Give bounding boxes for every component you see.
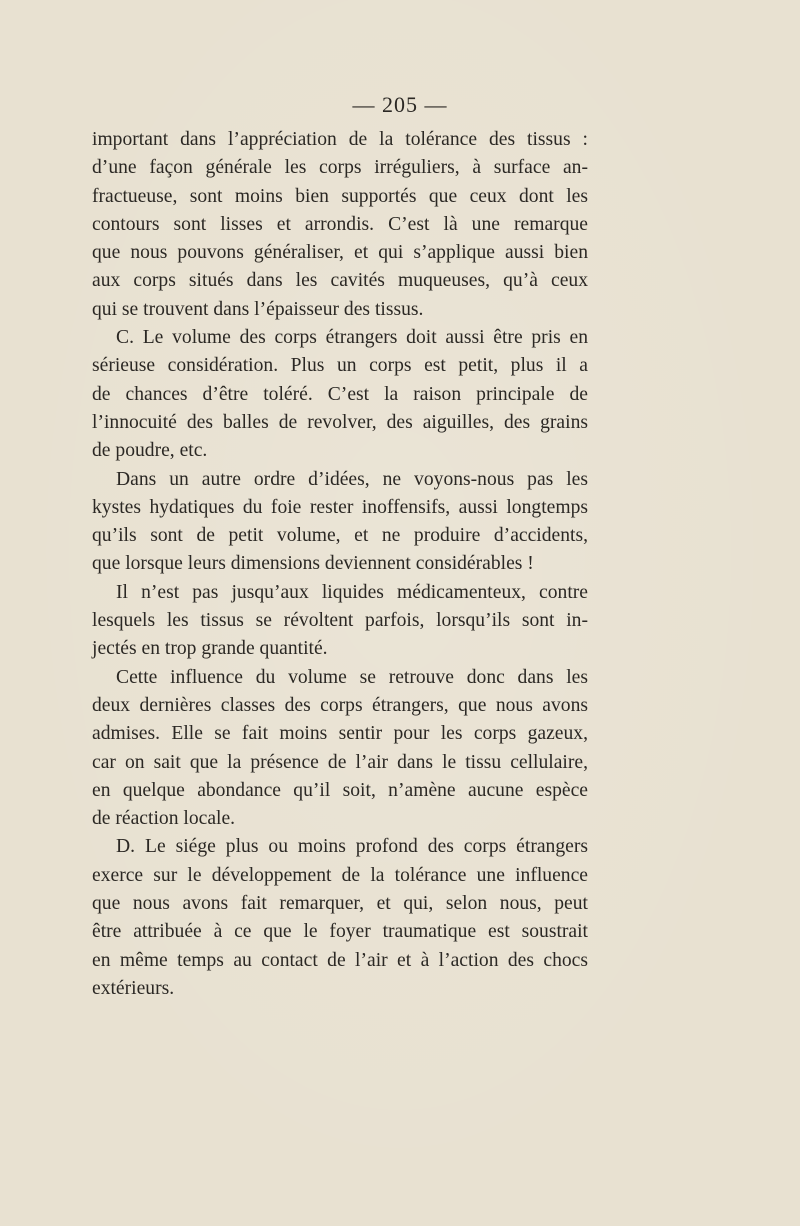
text-line: deux dernières classes des corps étrangers, que nous avons	[92, 694, 588, 716]
text-line: extérieurs.	[92, 977, 175, 999]
text-line: contours sont lisses et arrondis. C’est là une remarque	[92, 213, 588, 235]
text-line: de réaction locale.	[92, 808, 236, 830]
text-line: Dans un autre ordre d’idées, ne voyons-nous pas les	[116, 468, 588, 490]
text-line: important dans l’appréciation de la tolérance des tissus :	[92, 129, 588, 150]
text-line: qu’ils sont de petit volume, et ne produire d’accidents,	[92, 525, 588, 547]
text-line: qui se trouvent dans l’épaisseur des tissus.	[92, 298, 424, 320]
text-line: car on sait que la présence de l’air dans le tissu cellulaire,	[92, 751, 588, 773]
text-line: que nous pouvons généraliser, et qui s’applique aussi bien	[92, 242, 588, 264]
text-line: de poudre, etc.	[92, 440, 208, 462]
text-line: d’une façon générale les corps irréguliers, à surface an-	[92, 157, 588, 179]
text-line: de chances d’être toléré. C’est la raison principale de	[92, 383, 588, 405]
text-line: en quelque abondance qu’il soit, n’amène aucune espèce	[92, 779, 588, 801]
text-line: fractueuse, sont moins bien supportés que ceux dont les	[92, 185, 588, 207]
text-line: que lorsque leurs dimensions deviennent considérables !	[92, 553, 534, 575]
text-line: lesquels les tissus se révoltent parfois, lorsqu’ils sont in-	[92, 610, 588, 632]
text-line: l’innocuité des balles de revolver, des aiguilles, des grains	[92, 411, 588, 433]
text-line: jectés en trop grande quantité.	[92, 638, 328, 660]
text-line: Cette influence du volume se retrouve donc dans les	[116, 666, 588, 688]
text-line: sérieuse considération. Plus un corps est petit, plus il a	[92, 355, 588, 377]
text-line: C. Le volume des corps étrangers doit aussi être pris en	[116, 327, 588, 349]
page-number: — 205 —	[352, 92, 448, 117]
body-text	[92, 126, 588, 1003]
text-line: kystes hydatiques du foie rester inoffensifs, aussi longtemps	[92, 496, 588, 518]
text-line: en même temps au contact de l’air et à l’action des chocs	[92, 949, 588, 971]
text-line: être attribuée à ce que le foyer traumatique est soustrait	[92, 921, 588, 943]
text-line: D. Le siége plus ou moins profond des corps étrangers	[116, 836, 588, 858]
text-line: exerce sur le développement de la tolérance une influence	[92, 864, 588, 886]
text-line: Il n’est pas jusqu’aux liquides médicamenteux, contre	[116, 581, 588, 603]
text-line: aux corps situés dans les cavités muqueuses, qu’à ceux	[92, 270, 588, 292]
text-line: que nous avons fait remarquer, et qui, selon nous, peut	[92, 893, 588, 915]
text-line: admises. Elle se fait moins sentir pour les corps gazeux,	[92, 723, 588, 745]
